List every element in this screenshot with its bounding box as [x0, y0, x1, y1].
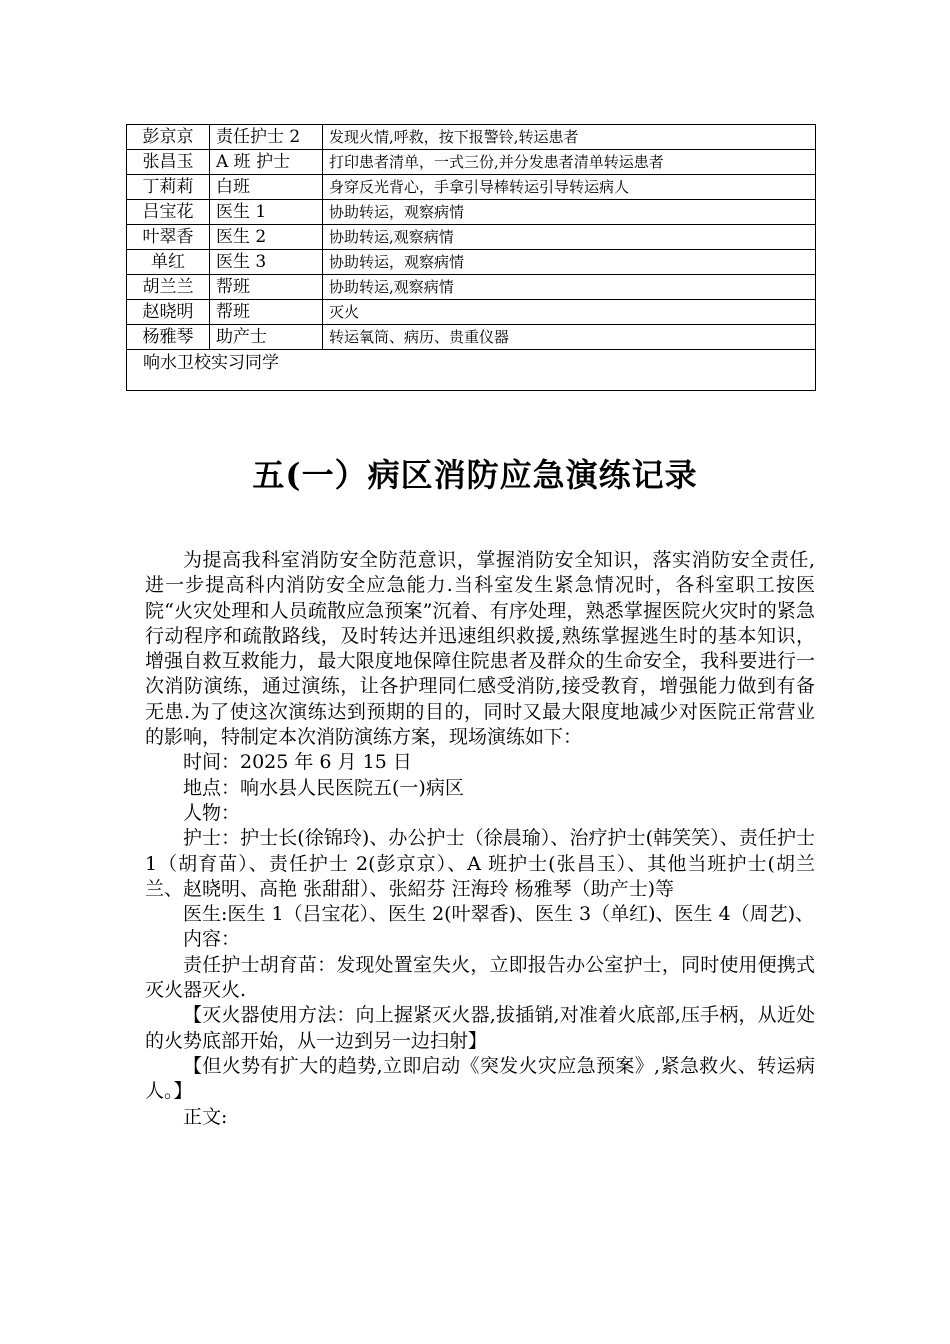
roster-footer-cell: 响水卫校实习同学 [127, 350, 816, 391]
staff-name-cell: 赵晓明 [127, 300, 210, 325]
staff-task-cell: 协助转运,观察病情 [323, 275, 816, 300]
body-paragraph: 医生:医生 1（吕宝花）、医生 2(叶翠香)、医生 3（单红)、医生 4（周艺)、 [183, 903, 815, 926]
roster-row [127, 200, 816, 225]
staff-task-cell: 协助转运,观察病情 [323, 225, 816, 250]
staff-task-cell: 打印患者清单，一式三份,并分发患者清单转运患者 [323, 150, 816, 175]
staff-name-cell: 彭京京 [127, 125, 210, 150]
roster-body [127, 125, 816, 391]
staff-role-cell: 白班 [210, 175, 323, 200]
staff-role-cell: 医生 3 [210, 250, 323, 275]
roster-row [127, 175, 816, 200]
roster-footer-row [127, 350, 816, 391]
staff-task-cell: 转运氧筒、病历、贵重仪器 [323, 325, 816, 350]
staff-task-cell: 协助转运，观察病情 [323, 200, 816, 225]
staff-name-cell: 丁莉莉 [127, 175, 210, 200]
staff-role-cell: 帮班 [210, 300, 323, 325]
staff-roster-table [126, 124, 816, 391]
staff-name-cell: 叶翠香 [127, 225, 210, 250]
staff-name-cell: 单红 [127, 250, 210, 275]
body-paragraph: 人物： [183, 801, 241, 824]
document-body [145, 548, 815, 1130]
roster-row [127, 250, 816, 275]
staff-task-cell: 灭火 [323, 300, 816, 325]
staff-role-cell: 责任护士 2 [210, 125, 323, 150]
body-paragraph: 护士：护士长(徐锦玲)、办公护士（徐晨瑜）、治疗护士(韩笑笑）、责任护士 1（胡育苗）、责任护士 2(彭京京）、A 班护士(张昌玉）、其他当班护士(胡兰兰、赵晓明、高艳 张甜甜）、张紹芬 汪海玲 杨雅琴（助产士)等 [145, 827, 815, 900]
staff-name-cell: 张昌玉 [127, 150, 210, 175]
staff-role-cell: 帮班 [210, 275, 323, 300]
staff-task-cell: 发现火情,呼救，按下报警铃,转运患者 [323, 125, 816, 150]
body-paragraph: 【但火势有扩大的趋势,立即启动《突发火灾应急预案》,紧急救火、转运病人。】 [145, 1054, 815, 1103]
roster-row [127, 125, 816, 150]
body-paragraph: 为提高我科室消防安全防范意识，掌握消防安全知识，落实消防安全责任,进一步提高科内消防安全应急能力.当科室发生紧急情况时，各科室职工按医院“火灾处理和人员疏散应急预案”沉着、有序处理，熟悉掌握医院火灾时的紧急行动程序和疏散路线，及时转达并迅速组织救援,熟练掌握逃生时的基本知识，增强自救互救能力，最大限度地保障住院患者及群众的生命安全，我科要进行一次消防演练，通过演练，让各护理同仁感受消防,接受教育，增强能力做到有备无患.为了使这次演练达到预期的目的，同时又最大限度地减少对医院正常营业的影响，特制定本次消防演练方案，现场演练如下： [145, 549, 815, 749]
body-paragraph: 责任护士胡育苗：发现处置室失火，立即报告办公室护士，同时使用便携式灭火器灭火. [145, 953, 815, 1002]
staff-role-cell: 医生 1 [210, 200, 323, 225]
body-paragraph: 时间：2025 年 6 月 15 日 [183, 751, 412, 774]
staff-role-cell: 医生 2 [210, 225, 323, 250]
body-paragraph: 正文: [183, 1105, 228, 1128]
staff-task-cell: 身穿反光背心，手拿引导棒转运引导转运病人 [323, 175, 816, 200]
staff-role-cell: 助产士 [210, 325, 323, 350]
staff-task-cell: 协助转运，观察病情 [323, 250, 816, 275]
staff-name-cell: 胡兰兰 [127, 275, 210, 300]
body-paragraph: 【灭火器使用方法：向上握紧灭火器,拔插销,对准着火底部,压手柄，从近处的火势底部开始，从一边到另一边扫射】 [145, 1004, 815, 1052]
body-paragraph: 内容： [183, 928, 241, 951]
roster-row [127, 300, 816, 325]
roster-row [127, 225, 816, 250]
document-title: 五(一）病区消防应急演练记录 [252, 456, 698, 494]
staff-role-cell: A 班 护士 [210, 150, 323, 175]
staff-name-cell: 杨雅琴 [127, 325, 210, 350]
roster-row [127, 325, 816, 350]
roster-row [127, 150, 816, 175]
roster-row [127, 275, 816, 300]
body-paragraph: 地点：响水县人民医院五(一)病区 [183, 776, 464, 799]
staff-name-cell: 吕宝花 [127, 200, 210, 225]
